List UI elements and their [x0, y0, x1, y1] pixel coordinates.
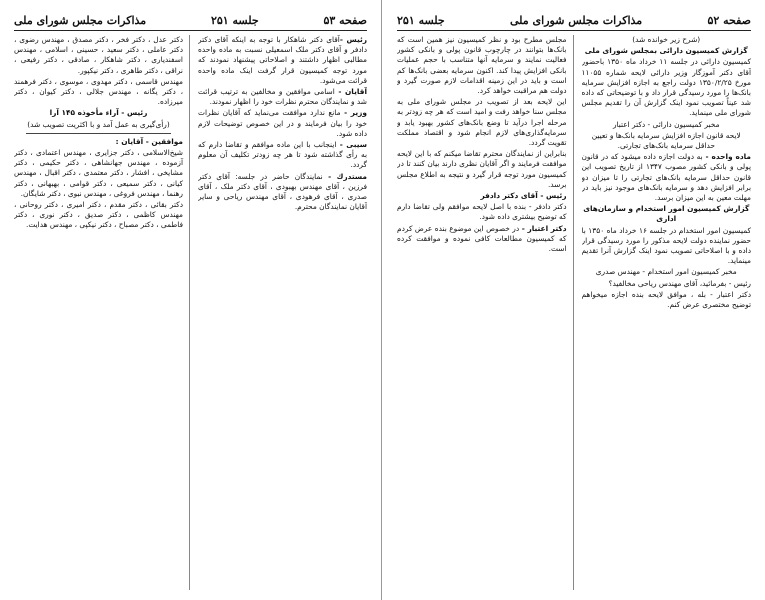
paragraph: دکتر عدل ، دکتر فخر ، دکتر مصدق ، مهندس رضوی ، دکتر عاملی ، دکتر سعید ، حسینی ، اسلامی ، مهندس اسفندیاری ، دکتر شاهکار ، صادقی ، دکتر رفیعی ، نراقی ، دکتر طاهری ، دکتر نیکپور.	[14, 35, 183, 75]
right-page	[383, 0, 765, 600]
paragraph: دکتر دادفر - بنده با اصل لایحه موافقم ولی تقاضا دارم که توضیح بیشتری داده شود.	[397, 202, 567, 222]
paragraph: بنابراین از نمایندگان محترم تقاضا میکنم که با این لایحه موافقت فرمایند و اگر آقایان نظری دارند بیان کنند تا در کمیسیون مورد توجه قرار گیرد و نتیجه به اطلاع مجلس برسد.	[397, 149, 567, 189]
signature-line: مخبر کمیسیون امور استخدام - مهندس صدری	[595, 267, 737, 277]
section-heading: وزیر -	[340, 108, 367, 118]
left-page-right-column	[198, 35, 367, 590]
right-page-number: صفحه ۵۲	[707, 14, 751, 27]
section-heading: آقایان -	[334, 87, 367, 97]
left-page-title: مذاکرات مجلس شورای ملی	[14, 14, 147, 27]
paragraph: رئیس - بفرمائید، آقای مهندس ریاحی مخالفید؟	[608, 278, 751, 288]
paragraph: مانع ندارد موافقت می‌نماید که آقایان نظرات خود را بیان فرمایند و در این خصوص توضیحات لازم داده شود.	[198, 108, 367, 138]
speaker-label: رئیس -	[339, 35, 367, 44]
section-heading: موافقین - آقایان :	[115, 136, 183, 146]
section-heading: سیبی -	[336, 140, 367, 150]
section-heading: مستدرك -	[322, 171, 367, 181]
signature-line: مخبر کمیسیون دارائی - دکتر اعتبار	[612, 119, 720, 129]
paragraph: نمایندگان حاضر در جلسه: آقای دکتر فرزین ، آقای مهندس بهبودی ، آقای دکتر ملک ، آقای صدری ، آقای فرهودی ، آقای مهندس ریاحی و سایر آقایان نمایندگان محترم.	[198, 171, 367, 212]
paragraph: کمیسیون دارائی در جلسه ۱۱ خرداد ماه ۱۳۵۰ باحضور آقای دکتر آموزگار وزیر دارائی لایحه شماره ۱۱۰۵۵ مورخ ۱۳۵۰/۲/۲۵ دولت راجع به اجازه افزایش سرمایه بانک‌ها را مورد رسیدگی قرار داد و با توضیحاتی که داده شد عیناً تصویب نمود اینک گزارش آن را تقدیم مجلس شورای ملی مینماید.	[581, 57, 751, 118]
speaker-label: دکتر اعتبار -	[519, 223, 567, 233]
left-page-columns	[14, 35, 367, 590]
right-page-right-column	[582, 35, 752, 590]
speaker-label: رئیس - آقای دکتر دادفر	[480, 191, 567, 201]
vote-note: (رأی‌گیری به عمل آمد و با اکثریت تصویب شد)	[27, 119, 170, 129]
left-page-left-column	[14, 35, 190, 590]
paragraph: کمیسیون امور استخدام در جلسه ۱۶ خرداد ماه ۱۳۵۰ با حضور نماینده دولت لایحه مذکور را مورد رسیدگی قرار داده و با اصلاحاتی تصویب نمود اینک گزارش آنرا تقدیم مینماید.	[581, 225, 751, 266]
paragraph: اینجانب با این ماده موافقم و تقاضا دارم که به رأی گذاشته شود تا هر چه زودتر تکلیف آن معلوم گردد.	[198, 140, 367, 170]
section-heading: ماده واحده -	[702, 152, 751, 162]
paragraph: مجلس مطرح بود و نظر کمیسیون نیز همین است که بانک‌ها بتوانند در چارچوب قانون پولی و بانکی کشور فعالیت نمایند و سرمایه آنها متناسب با حجم عملیات بانکی افزایش پیدا کند. اکنون سرمایه بعضی بانک‌ها کم است و باید در این زمینه اقدامات لازم صورت گیرد و دولت هم مراقبت خواهد کرد.	[397, 35, 567, 96]
paragraph: مهندس قاسمی ، دکتر مهدوی ، موسوی ، دکتر فرهمند ، دکتر یگانه ، مهندس جلالی ، دکتر کیوان ، دکتر میرزاده.	[14, 76, 183, 107]
divider	[26, 133, 171, 134]
vote-count-line: رئیس - آراء مأخوذه ۱۴۵ آرا	[49, 108, 148, 118]
right-page-left-column	[397, 35, 574, 590]
paragraph: شیخ‌الاسلامی ، دکتر جزایری ، مهندس اعتمادی ، دکتر آزموده ، مهندس جهانشاهی ، دکتر حکیمی ، دکتر مشایخی ، افشار ، دکتر معتمدی ، دکتر اقبال ، مهندس کیانی ، دکتر سمیعی ، دکتر قوامی ، بهبهانی ، دکتر رهنما ، مهندس فروغی ، مهندس نبوی ، دکتر شایگان.	[14, 148, 183, 198]
paragraph: این لایحه بعد از تصویب در مجلس شورای ملی به مجلس سنا خواهد رفت و امید است که هر چه زودتر به مرحله اجرا درآید تا وضع بانک‌های کشور بهبود یابد و سرمایه‌گذاری‌های لازم انجام شود و اقتصاد مملکت تقویت گردد.	[397, 97, 567, 148]
paragraph: آقای دکتر شاهکار با توجه به اینکه آقای دکتر دادفر و آقای دکتر ملک اسمعیلی نسبت به ماده واحده مطالبی اظهار داشتند و اصلاحاتی پیشنهاد نمودند که مورد توجه کمیسیون قرار گرفت اینک ماده واحده قرائت می‌شود.	[198, 35, 367, 85]
paragraph: (شرح زیر خوانده شد)	[632, 35, 701, 44]
left-session-number: جلسه ۲۵۱	[210, 14, 259, 27]
right-page-title: مذاکرات مجلس شورای ملی	[510, 14, 643, 27]
left-page-number: صفحه ۵۳	[323, 14, 367, 27]
paragraph: در خصوص این موضوع بنده عرض کردم که کمیسیون مطالعات کافی نموده و موافقت کرده است.	[397, 223, 567, 254]
left-page	[0, 0, 382, 600]
left-page-header	[14, 14, 367, 31]
bill-title: لایحه قانون اجازه افزایش سرمایه بانک‌ها و تعیین حداقل سرمایه بانک‌های تجارتی.	[591, 130, 741, 151]
paragraph: دکتر بقائی ، دکتر مقدم ، دکتر امیری ، دکتر روحانی ، مهندس کاظمی ، دکتر صدیق ، دکتر نوری ، دکتر فاطمی ، دکتر مصباح ، دکتر نیکپی ، مهندس هدایت.	[14, 200, 183, 230]
report-title: گزارش کمیسیون دارائی بمجلس شورای ملی	[584, 46, 748, 56]
right-page-header	[397, 14, 751, 31]
report-title: گزارش کمیسیون امور استخدام و سازمان‌های اداری	[583, 204, 750, 224]
paragraph: اسامی موافقین و مخالفین به ترتیب قرائت شد و نمایندگان محترم نظرات خود را اظهار نمودند.	[198, 87, 367, 107]
paragraph: دکتر اعتبار - بله ، موافق لایحه بنده اجازه میخواهم توضیح مختصری عرض کنم.	[581, 289, 751, 310]
right-page-columns	[397, 35, 751, 590]
paragraph: به دولت اجازه داده میشود که در قانون پولی و بانکی کشور مصوب ۱۳۴۷ از تاریخ تصویب این قانون حداقل سرمایه بانک‌های تجارتی را تا میزان دو برابر افزایش دهد و سرمایه بانک‌های موجود نیز باید در مهلت معین به این میزان برسد.	[581, 152, 751, 203]
right-session-number: جلسه ۲۵۱	[397, 14, 445, 27]
